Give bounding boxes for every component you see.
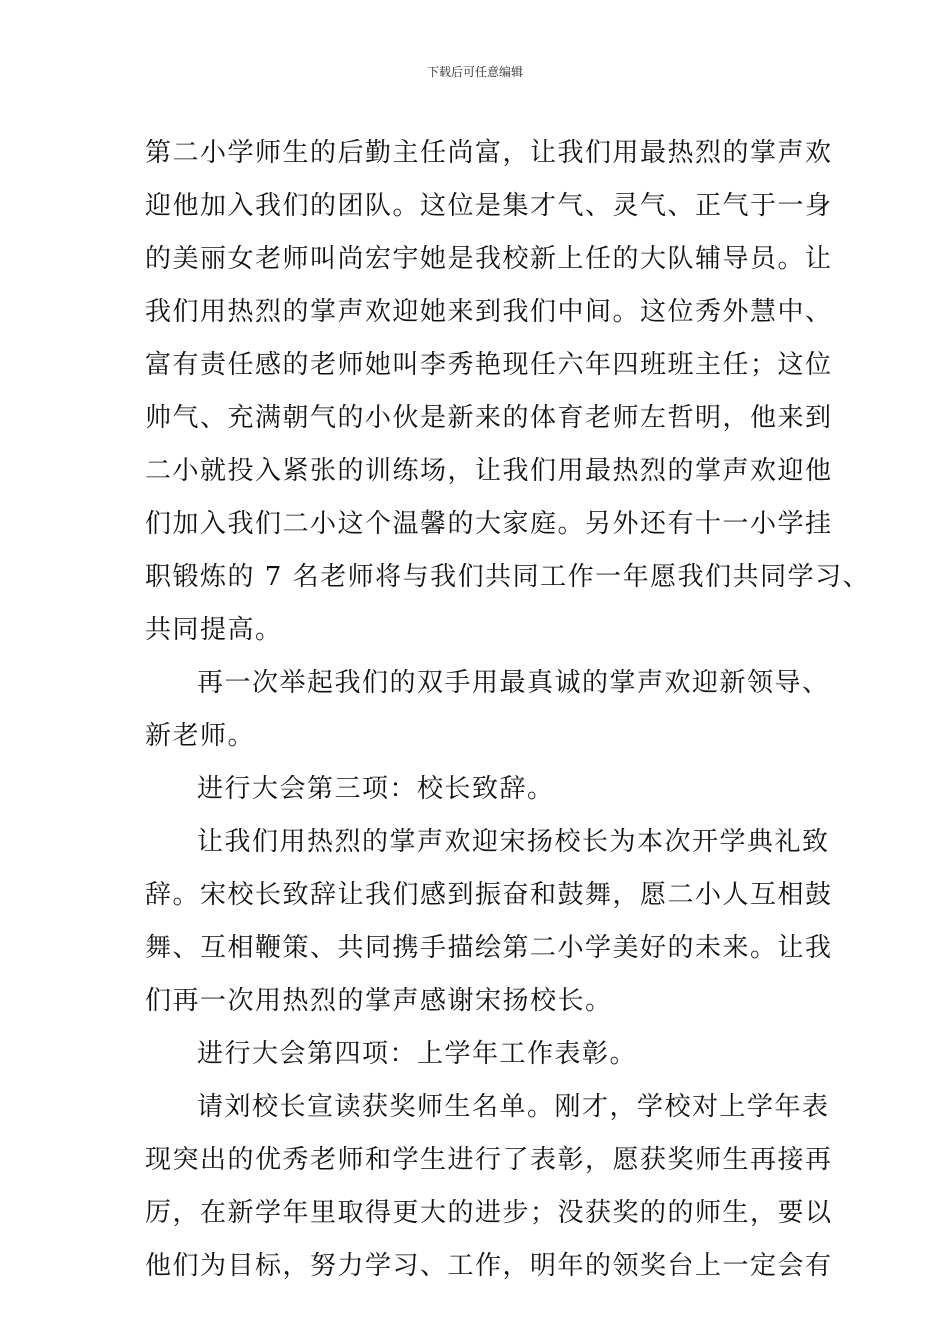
text-line: 迎他加入我们的团队。这位是集才气、灵气、正气于一身 <box>145 191 833 221</box>
text-line: 新老师。 <box>145 721 256 751</box>
text-line: 舞、互相鞭策、共同携手描绘第二小学美好的未来。让我 <box>145 933 833 963</box>
paragraph-first-line: 请刘校长宣读获奖师生名单。刚才，学校对上学年表 <box>197 1092 830 1122</box>
paragraph-first-line: 让我们用热烈的掌声欢迎宋扬校长为本次开学典礼致 <box>197 827 830 857</box>
section-heading: 进行大会第四项：上学年工作表彰。 <box>197 1039 638 1069</box>
text-line: 我们用热烈的掌声欢迎她来到我们中间。这位秀外慧中、 <box>145 297 833 327</box>
text-line: 厉，在新学年里取得更大的进步；没获奖的的师生，要以 <box>145 1198 833 1228</box>
text-line: 们加入我们二小这个温馨的大家庭。另外还有十一小学挂 <box>145 509 833 539</box>
text-line: 的美丽女老师叫尚宏宇她是我校新上任的大队辅导员。让 <box>145 244 833 274</box>
text-line: 共同提高。 <box>145 615 283 645</box>
section-heading: 进行大会第三项：校长致辞。 <box>197 774 555 804</box>
text-line: 们再一次用热烈的掌声感谢宋扬校长。 <box>145 986 613 1016</box>
text-line: 现突出的优秀老师和学生进行了表彰，愿获奖师生再接再 <box>145 1145 833 1175</box>
text-line: 他们为目标，努力学习、工作，明年的领奖台上一定会有 <box>145 1251 833 1281</box>
paragraph-first-line: 再一次举起我们的双手用最真诚的掌声欢迎新领导、 <box>197 668 830 698</box>
text-line: 职锻炼的 7 名老师将与我们共同工作一年愿我们共同学习、 <box>145 562 871 592</box>
text-line: 富有责任感的老师她叫李秀艳现任六年四班班主任；这位 <box>145 350 833 380</box>
page-header: 下载后可任意编辑 <box>426 65 523 79</box>
text-line: 帅气、充满朝气的小伙是新来的体育老师左哲明，他来到 <box>145 403 833 433</box>
text-line: 辞。宋校长致辞让我们感到振奋和鼓舞，愿二小人互相鼓 <box>145 880 833 910</box>
text-line: 二小就投入紧张的训练场，让我们用最热烈的掌声欢迎他 <box>145 456 833 486</box>
text-line: 第二小学师生的后勤主任尚富，让我们用最热烈的掌声欢 <box>145 138 833 168</box>
document-body <box>145 127 871 1293</box>
